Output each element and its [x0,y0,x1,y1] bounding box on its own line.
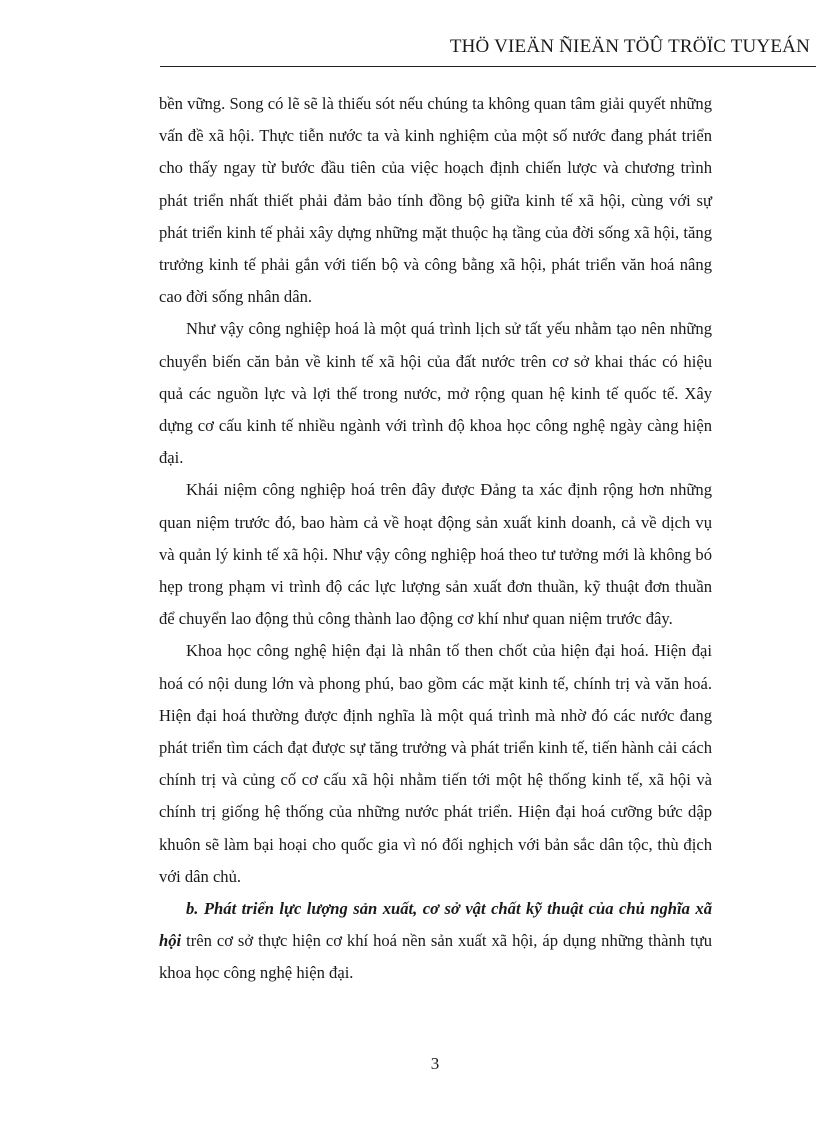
section-heading: b. Phát triển lực lượng sản xuất, cơ sở vật chất kỹ thuật của chủ nghĩa xã hội [159,899,712,951]
body-text [159,88,712,990]
header-rule [160,66,816,67]
running-header: THÖ VIEÄN ÑIEÄN TÖÛ TRÖÏC TUYEÁN [449,36,810,57]
paragraph: Khái niệm công nghiệp hoá trên đây được Đảng ta xác định rộng hơn những quan niệm trước đó, bao hàm cả về hoạt động sản xuất kinh doanh, cả về dịch vụ và quản lý kinh tế xã hội. Như vậy công nghiệp hoá theo tư tưởng mới là không bó hẹp trong phạm vi trình độ các lực lượng sản xuất đơn thuần, kỹ thuật đơn thuần để chuyển lao động thủ công thành lao động cơ khí như quan niệm trước đây. [159,480,712,629]
paragraph: Như vậy công nghiệp hoá là một quá trình lịch sử tất yếu nhằm tạo nên những chuyển biến căn bản về kinh tế xã hội của đất nước trên cơ sở khai thác có hiệu quả các nguồn lực và lợi thế trong nước, mở rộng quan hệ kinh tế quốc tế. Xây dựng cơ cấu kinh tế nhiều ngành với trình độ khoa học công nghệ ngày càng hiện đại. [159,319,712,468]
paragraph: Khoa học công nghệ hiện đại là nhân tố then chốt của hiện đại hoá. Hiện đại hoá có nội dung lớn và phong phú, bao gồm các mặt kinh tế, chính trị và văn hoá. Hiện đại hoá thường được định nghĩa là một quá trình mà nhờ đó các nước đang phát triển tìm cách đạt được sự tăng trưởng và phát triển kinh tế, tiến hành cải cách chính trị và củng cố cơ cấu xã hội nhằm tiến tới một hệ thống kinh tế, xã hội và chính trị giống hệ thống của những nước phát triển. Hiện đại hoá cưỡng bức dập khuôn sẽ làm bại hoại cho quốc gia vì nó đối nghịch với bản sắc dân tộc, thù địch với dân chủ. [159,641,712,886]
section-heading-continuation: trên cơ sở thực hiện cơ khí hoá nền sản xuất xã hội, áp dụng những thành tựu khoa học công nghệ hiện đại. [159,931,712,983]
paragraph: bền vững. Song có lẽ sẽ là thiếu sót nếu chúng ta không quan tâm giải quyết những vấn đề xã hội. Thực tiễn nước ta và kinh nghiệm của một số nước đang phát triển cho thấy ngay từ bước đầu tiên của việc hoạch định chiến lược và chương trình phát triển nhất thiết phải đảm bảo tính đồng bộ giữa kinh tế xã hội, cùng với sự phát triển kinh tế phải xây dựng những mặt thuộc hạ tầng của đời sống xã hội, tăng trưởng kinh tế phải gắn với tiến bộ và công bằng xã hội, phát triển văn hoá nâng cao đời sống nhân dân. [159,94,712,307]
section-paragraph [159,893,712,990]
page-number: 3 [430,1054,440,1073]
